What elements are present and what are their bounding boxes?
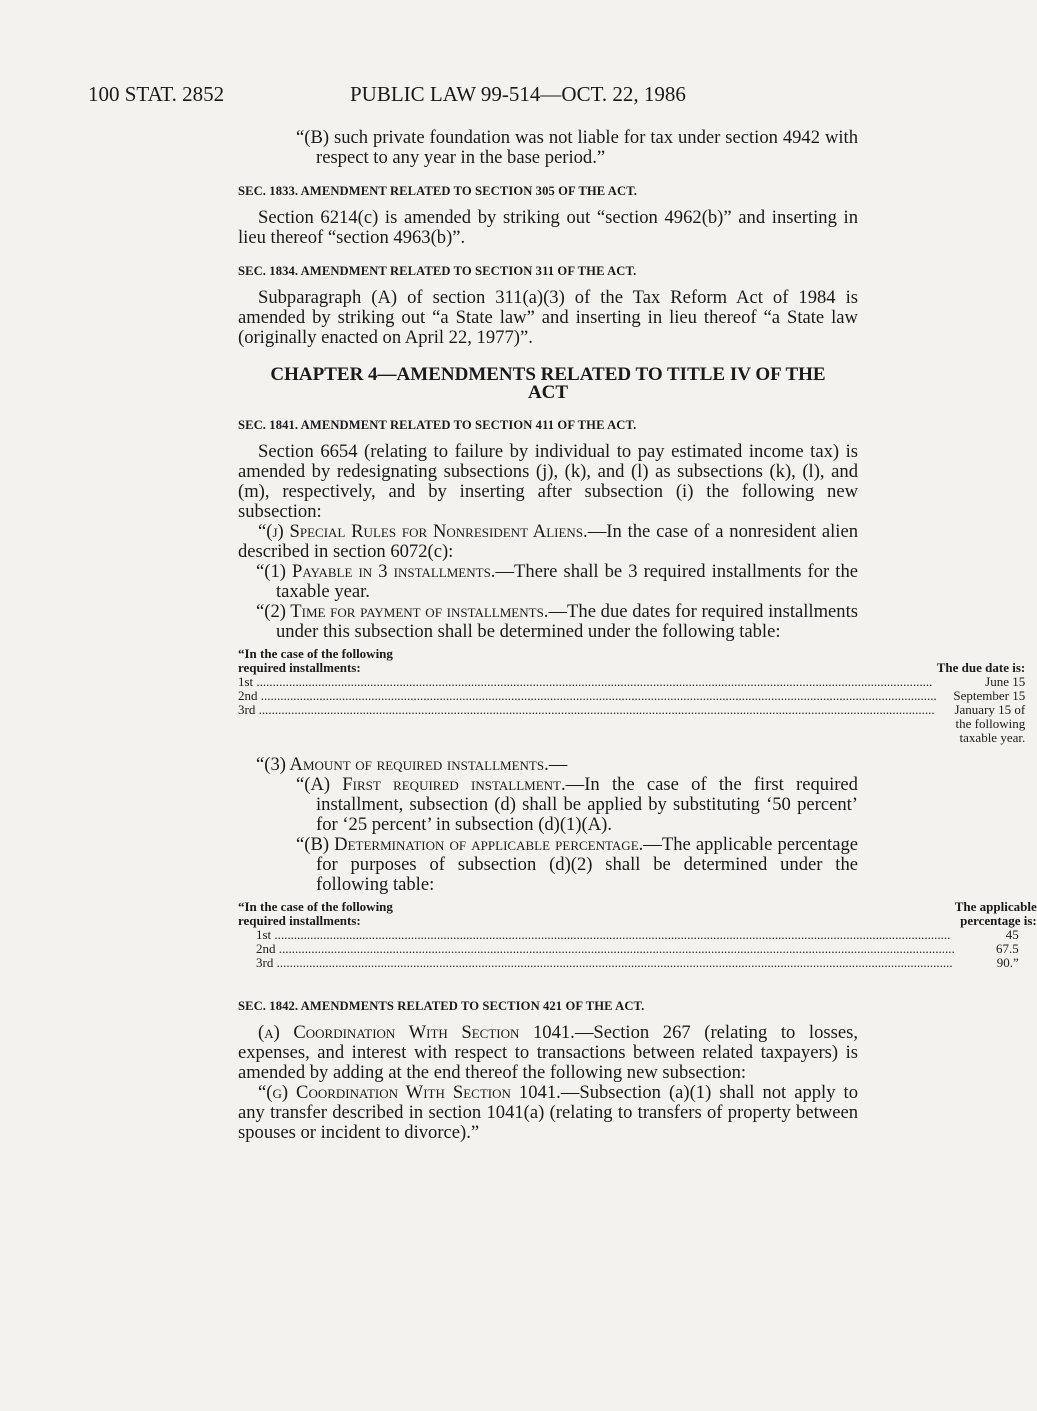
paragraph-b-close: “(B) such private foundation was not liable for tax under section 4942 with respect to any year in the base period.” xyxy=(296,127,858,168)
subparagraph-a xyxy=(296,774,858,835)
table-row xyxy=(238,703,1025,717)
table-header-row xyxy=(238,661,1025,675)
section-1833-text: Section 6214(c) is amended by striking out “section 4962(b)” and inserting in lieu thereof “section 4963(b)”. xyxy=(238,207,858,248)
paragraph-2-caption: “(2) Time for payment of installments. xyxy=(256,601,549,622)
table-row xyxy=(238,689,1025,703)
subsection-j xyxy=(238,522,858,562)
subsection-j-text: —In the case of a nonresident alien described in section 6072(c): xyxy=(238,521,858,562)
section-1842-heading: SEC. 1842. AMENDMENTS RELATED TO SECTION 421 OF THE ACT. xyxy=(238,999,645,1013)
row-label: 1st ..... xyxy=(238,928,973,942)
paragraph-1-text: —There shall be 3 required installments for the taxable year. xyxy=(276,561,859,602)
table-row xyxy=(238,675,1025,689)
subsection-g xyxy=(238,1083,858,1143)
paragraph-3 xyxy=(256,754,858,775)
table-header-right: The due date is: xyxy=(936,660,1026,675)
table-header-left-2: required installments: xyxy=(238,660,361,675)
table-header-left-1: “In the case of the following xyxy=(238,899,393,914)
row-value: September 15 xyxy=(953,688,1026,703)
section-1834-text: Subparagraph (A) of section 311(a)(3) of the Tax Reform Act of 1984 is amended by striking out “a State law” and inserting in lieu thereof “a State law (originally enacted on April 22, 1977)”. xyxy=(238,287,858,348)
section-1841-heading: SEC. 1841. AMENDMENT RELATED TO SECTION 411 OF THE ACT. xyxy=(238,418,637,432)
section-1841-intro: Section 6654 (relating to failure by individual to pay estimated income tax) is amended by redesignating subsections (j), (k), and (l) as subsections (k), (l), and (m), respectively, and by inserting after subsection (i) the following new subsection: xyxy=(238,441,858,522)
row-value: January 15 of xyxy=(954,702,1026,717)
subsection-j-caption: “(j) Special Rules for Nonresident Aliens. xyxy=(258,521,588,542)
subsection-g-text: 1041.—Subsection (a)(1) shall not apply to any transfer described in section 1041(a) (relating to transfers of property between spouses or incident to divorce).” xyxy=(238,1082,859,1143)
paragraph-3-caption: “(3) Amount of required installments. xyxy=(256,754,549,775)
table-header-row xyxy=(238,900,1037,914)
subsection-a-text: 1041.—Section 267 (relating to losses, expenses, and interest with respect to transactions between related taxpayers) is amended by adding at the end thereof the following new subsection: xyxy=(238,1022,858,1083)
paragraph-3-text: — xyxy=(548,754,568,775)
due-date-table xyxy=(238,647,1025,745)
table-row xyxy=(238,928,1037,942)
row-label: 3rd ..... xyxy=(238,703,937,717)
row-label: 2nd ..... xyxy=(238,942,973,956)
row-label: 2nd ..... xyxy=(238,689,937,703)
section-1833-heading: SEC. 1833. AMENDMENT RELATED TO SECTION 305 OF THE ACT. xyxy=(238,184,638,198)
row-value: 90.” xyxy=(996,955,1019,970)
table-header-right-2: percentage is: xyxy=(960,913,1037,928)
subsection-a-caption: (a) Coordination With Section xyxy=(258,1022,520,1043)
row-label: 3rd ..... xyxy=(238,956,973,970)
document-body xyxy=(238,127,1037,1143)
statute-page-number: 100 STAT. 2852 xyxy=(88,82,225,106)
subparagraph-b xyxy=(296,834,858,895)
table-row xyxy=(238,717,1025,731)
paragraph-1 xyxy=(256,561,859,602)
paragraph-2-text: —The due dates for required installments under this subsection shall be determined under the following table: xyxy=(276,601,858,642)
row-value: June 15 xyxy=(985,674,1026,689)
subparagraph-b-caption: “(B) Determination of applicable percentage. xyxy=(296,834,644,855)
subparagraph-a-caption: “(A) First required installment. xyxy=(296,774,566,795)
table-header-row xyxy=(238,914,1037,928)
public-law-citation: PUBLIC LAW 99-514—OCT. 22, 1986 xyxy=(350,82,686,106)
chapter-4-heading-line-1: CHAPTER 4—AMENDMENTS RELATED TO TITLE IV OF THE xyxy=(270,364,826,385)
row-value-continued: the following xyxy=(955,716,1026,731)
table-row xyxy=(238,942,1037,956)
row-value: 45 xyxy=(1005,927,1019,942)
applicable-percentage-table xyxy=(238,900,1037,970)
table-header-right-1: The applicable xyxy=(954,899,1037,914)
table-row xyxy=(238,956,1037,970)
subparagraph-b-text: —The applicable percentage for purposes of subsection (d)(2) shall be determined under the following table: xyxy=(316,834,858,895)
subsection-a xyxy=(238,1023,858,1083)
chapter-4-heading-line-2: ACT xyxy=(527,382,569,403)
row-value: 67.5 xyxy=(996,941,1019,956)
table-row xyxy=(238,731,1025,745)
paragraph-1-caption: “(1) Payable in 3 installments. xyxy=(256,561,496,582)
row-value-continued: taxable year. xyxy=(959,730,1026,745)
row-label: 1st ..... xyxy=(238,675,937,689)
chapter-4-heading xyxy=(238,366,858,402)
paragraph-2 xyxy=(256,601,858,642)
section-1834-heading: SEC. 1834. AMENDMENT RELATED TO SECTION 311 OF THE ACT. xyxy=(238,264,637,278)
table-header-left-2: required installments: xyxy=(238,913,361,928)
subsection-g-caption: “(g) Coordination With Section xyxy=(258,1082,511,1103)
table-header-row xyxy=(238,647,1025,661)
table-header-left-1: “In the case of the following xyxy=(238,646,393,661)
subparagraph-a-text: —In the case of the first required installment, subsection (d) shall be applied by substituting ‘50 percent’ for ‘25 percent’ in subsection (d)(1)(A). xyxy=(316,774,858,835)
